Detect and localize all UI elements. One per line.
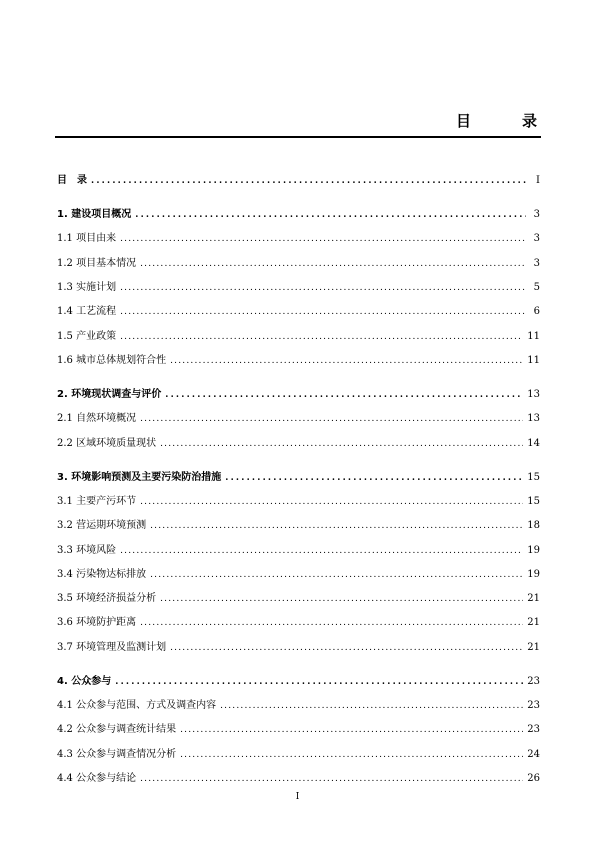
toc-entry-3-7[interactable] [57, 643, 540, 667]
toc-label: 3.5 环境经济损益分析 [57, 593, 157, 605]
toc-entry-chapter-3[interactable] [57, 473, 540, 497]
toc-page-number: 3 [533, 233, 540, 245]
toc-label: 目 录 [57, 175, 87, 186]
toc-label: 1.1 项目由来 [57, 233, 117, 245]
toc-label: 3.7 环境管理及监测计划 [57, 641, 167, 653]
toc-label: 2. 环境现状调查与评价 [57, 388, 162, 400]
toc-entry-4-3[interactable] [57, 750, 540, 774]
toc-leader [150, 522, 523, 531]
toc-entry-3-1[interactable] [57, 497, 540, 521]
toc-label: 1.5 产业政策 [57, 330, 117, 342]
toc-page-number: 21 [527, 641, 540, 653]
toc-leader [225, 474, 523, 483]
toc-page-number: I [536, 175, 540, 186]
toc-page-number: 3 [533, 209, 540, 221]
toc-page-number: 13 [527, 413, 540, 425]
toc-label: 1.4 工艺流程 [57, 306, 117, 318]
toc-page-number: 3 [533, 257, 540, 269]
toc-label: 1.6 城市总体规划符合性 [57, 354, 167, 366]
toc-leader [220, 702, 523, 711]
toc-entry-1-2[interactable] [57, 259, 540, 283]
toc-leader [120, 308, 526, 317]
toc-label: 4.4 公众参与结论 [57, 773, 137, 785]
toc-page-number: 23 [527, 700, 540, 712]
page-title: 目 录 [455, 112, 555, 130]
toc-entry-4-2[interactable] [57, 725, 540, 749]
toc-leader [135, 211, 526, 220]
toc-leader [120, 235, 526, 244]
toc-page-number: 23 [527, 724, 540, 736]
toc-leader [140, 260, 526, 269]
toc-leader [150, 571, 523, 580]
toc-page-number: 15 [527, 471, 540, 483]
toc-entry-3-5[interactable] [57, 594, 540, 618]
toc-page-number: 6 [533, 306, 540, 318]
toc-page-number: 19 [527, 568, 540, 580]
toc-leader [165, 391, 523, 400]
toc-leader [140, 775, 523, 784]
toc-entry-1-4[interactable] [57, 307, 540, 331]
toc-page-number: 18 [527, 520, 540, 532]
toc-leader [160, 595, 523, 604]
toc-page-number: 5 [533, 281, 540, 293]
toc-leader [115, 678, 523, 687]
toc-label: 4.3 公众参与调查情况分析 [57, 748, 177, 760]
toc-page-number: 15 [527, 495, 540, 507]
toc-leader [170, 357, 523, 366]
toc-entry-1-5[interactable] [57, 332, 540, 356]
toc-page-number: 21 [527, 593, 540, 605]
toc-leader [91, 177, 526, 186]
toc-entry-1-6[interactable] [57, 356, 540, 380]
toc-label: 2.1 自然环境概况 [57, 413, 137, 425]
toc-entry-chapter-2[interactable] [57, 390, 540, 414]
toc-page-number: 14 [527, 437, 540, 449]
toc-label: 4.2 公众参与调查统计结果 [57, 724, 177, 736]
toc-entry-chapter-4[interactable] [57, 677, 540, 701]
toc-entry-3-2[interactable] [57, 521, 540, 545]
toc-entry-1-1[interactable] [57, 234, 540, 258]
toc-page-number: 24 [527, 748, 540, 760]
toc-entry-2-1[interactable] [57, 414, 540, 438]
toc-entry-3-4[interactable] [57, 570, 540, 594]
toc-entry-3-3[interactable] [57, 546, 540, 570]
toc-leader [180, 726, 523, 735]
toc-page-number: 23 [527, 675, 540, 687]
toc-label: 1.3 实施计划 [57, 281, 117, 293]
toc-label: 3.2 营运期环境预测 [57, 520, 147, 532]
toc-leader [140, 415, 523, 424]
toc-page-number: 26 [527, 773, 540, 785]
toc-page-number: 11 [527, 354, 540, 366]
toc-leader [120, 284, 526, 293]
toc-page-number: 11 [527, 330, 540, 342]
toc-label: 3. 环境影响预测及主要污染防治措施 [57, 471, 222, 483]
toc-label: 4. 公众参与 [57, 675, 112, 687]
title-rule [55, 136, 541, 138]
toc-label: 4.1 公众参与范围、方式及调查内容 [57, 700, 217, 712]
toc-label: 2.2 区域环境质量现状 [57, 437, 157, 449]
toc-entry-chapter-1[interactable] [57, 210, 540, 234]
toc-entry-3-6[interactable] [57, 618, 540, 642]
toc-label: 1. 建设项目概况 [57, 209, 132, 221]
toc-entry-2-2[interactable] [57, 439, 540, 463]
toc-leader [140, 619, 523, 628]
table-of-contents [57, 176, 540, 798]
toc-leader [120, 547, 523, 556]
toc-page-number: 19 [527, 544, 540, 556]
toc-entry-1-3[interactable] [57, 283, 540, 307]
toc-leader [180, 751, 523, 760]
toc-entry-4-1[interactable] [57, 701, 540, 725]
toc-page-number: 13 [527, 388, 540, 400]
toc-label: 1.2 项目基本情况 [57, 257, 137, 269]
toc-leader [120, 333, 523, 342]
toc-label: 3.4 污染物达标排放 [57, 568, 147, 580]
footer-page-number: I [295, 792, 300, 802]
toc-entry-contents[interactable] [57, 176, 540, 200]
toc-page-number: 21 [527, 617, 540, 629]
toc-leader [160, 440, 523, 449]
toc-label: 3.6 环境防护距离 [57, 617, 137, 629]
toc-label: 3.3 环境风险 [57, 544, 117, 556]
toc-leader [140, 498, 523, 507]
toc-leader [170, 644, 523, 653]
toc-label: 3.1 主要产污环节 [57, 495, 137, 507]
